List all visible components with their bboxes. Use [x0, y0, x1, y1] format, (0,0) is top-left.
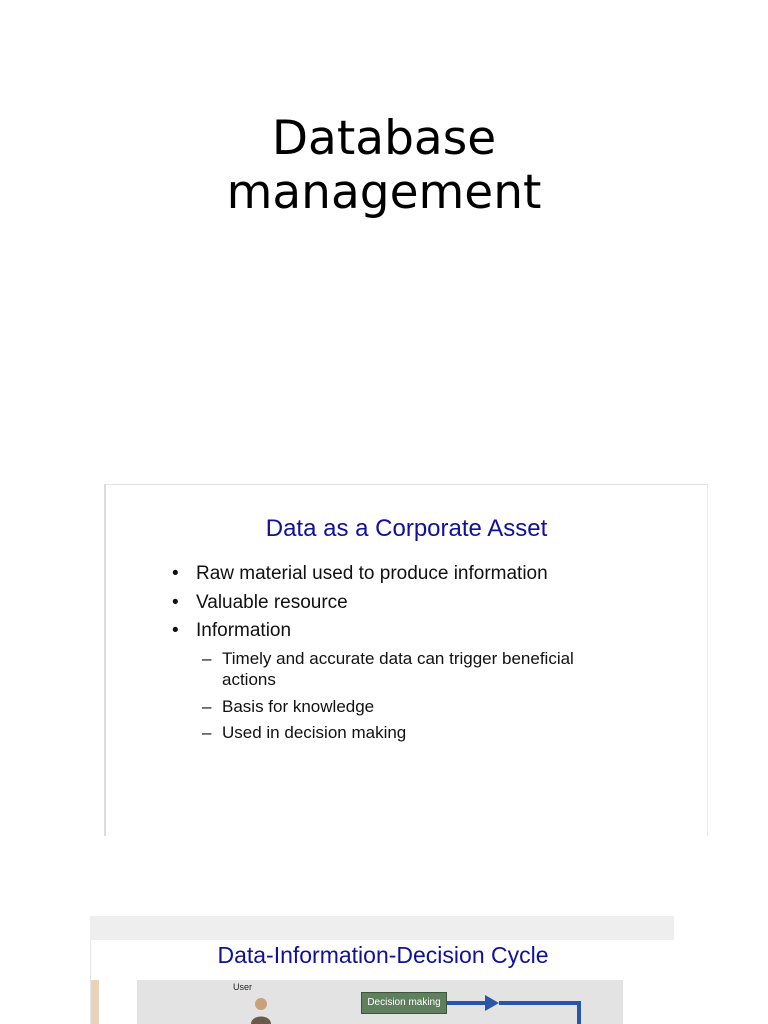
sub-bullet-item [202, 722, 407, 743]
document-title [0, 112, 768, 220]
sub-bullet-item [202, 696, 375, 717]
sub-bullet-continuation [222, 669, 276, 690]
bullet-item [172, 592, 348, 614]
arrow-line [447, 1001, 487, 1005]
sub-bullet-text: actions [222, 670, 276, 689]
bullet-mark: • [172, 620, 179, 641]
bullet-mark: • [172, 563, 179, 584]
bullet-mark: • [172, 592, 179, 613]
slide-title: Data as a Corporate Asset [265, 515, 548, 542]
decision-making-box: Decision making [361, 992, 447, 1014]
sub-bullet-text: Timely and accurate data can trigger beneficial [222, 649, 574, 668]
arrow-head-icon [485, 995, 499, 1011]
bullet-item [172, 620, 292, 642]
slide-title: Data-Information-Decision Cycle [217, 942, 549, 968]
sub-bullet-item [202, 648, 574, 669]
slide-decision-cycle [90, 940, 675, 1024]
sub-bullet-mark: – [202, 649, 212, 668]
slide-corporate-asset [104, 484, 708, 836]
sub-bullet-text: Used in decision making [222, 723, 407, 742]
sub-bullet-mark: – [202, 723, 212, 742]
left-accent [91, 980, 99, 1024]
sub-bullet-text: Basis for knowledge [222, 697, 375, 716]
bullet-text: Information [196, 620, 292, 641]
arrow-line [577, 1001, 581, 1024]
bullet-text: Valuable resource [196, 592, 348, 613]
sub-bullet-mark: – [202, 697, 212, 716]
title-line-1: Database [271, 111, 497, 166]
bullet-item [172, 563, 548, 585]
user-icon [249, 996, 273, 1024]
user-label: User [233, 982, 253, 992]
arrow-line [499, 1001, 579, 1005]
bullet-text: Raw material used to produce information [196, 563, 548, 584]
title-line-2: management [226, 165, 542, 220]
cycle-diagram [137, 980, 623, 1024]
